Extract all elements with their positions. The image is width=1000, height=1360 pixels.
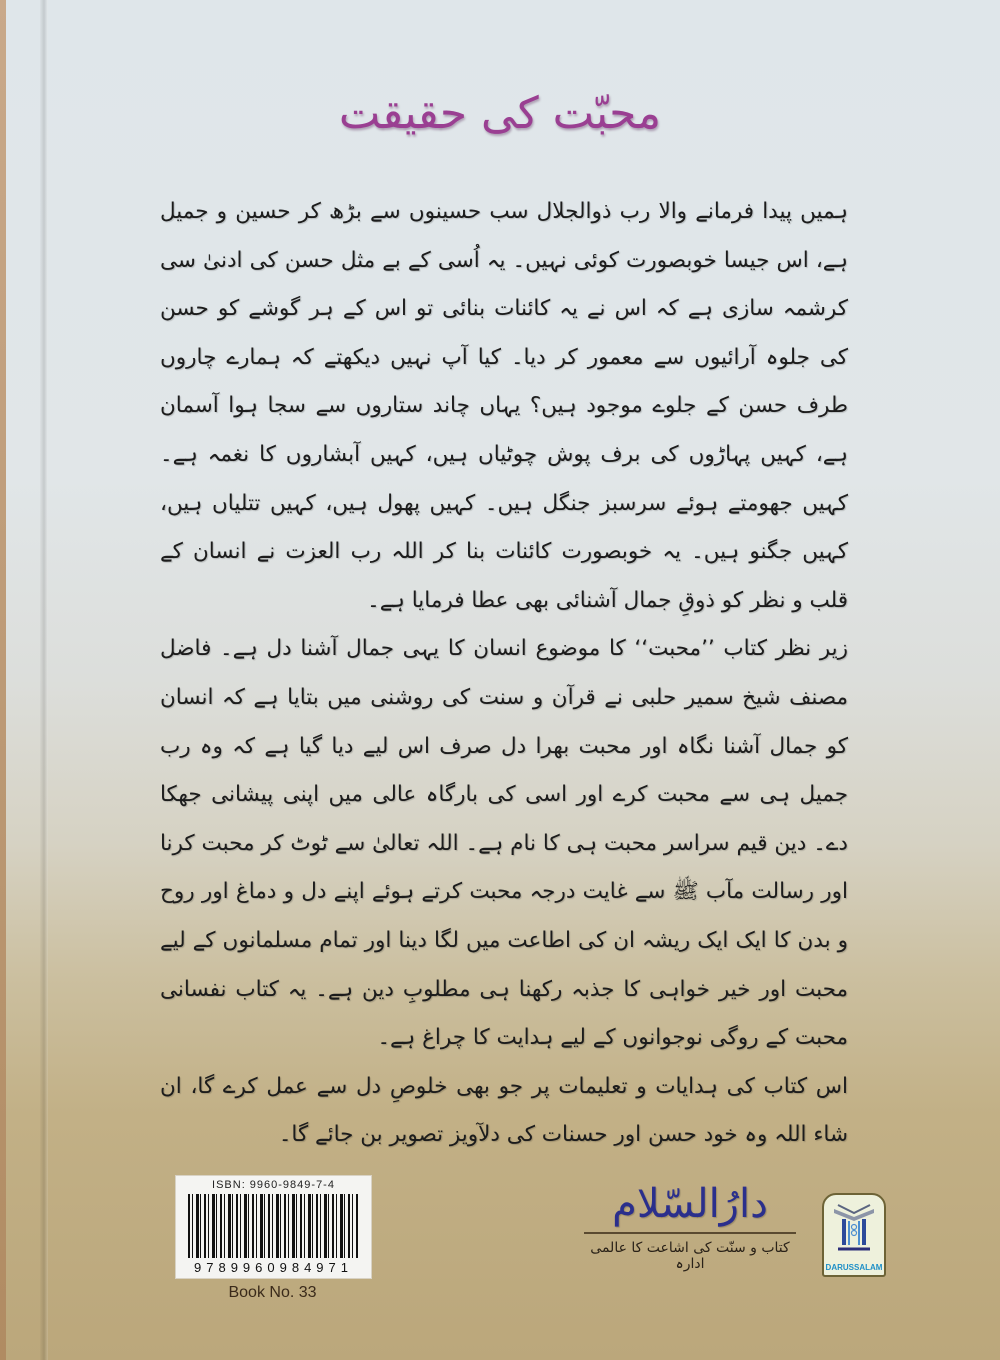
blurb-paragraph: زیر نظر کتاب ’’محبت‘‘ کا موضوع انسان کا یہی جمال آشنا دل ہے۔ فاضل مصنف شیخ سمیر حلبی نے قرآن و سنت کی روشنی میں بتایا ہے کہ انسان کو جمال آشنا نگاہ اور محبت بھرا دل صرف اس لیے دیا گیا ہے کہ وہ رب جمیل ہی سے محبت کرے اور اسی کی بارگاہ عالی میں اپنی پیشانی جھکا دے۔ دین قیم سراسر محبت ہی کا نام ہے۔ اللہ تعالیٰ سے ٹوٹ کر محبت کرنا اور رسالت مآب ﷺ سے غایت درجہ محبت کرتے ہوئے اپنے دل و دماغ اور روح و بدن کا ایک ایک ریشہ ان کی اطاعت میں لگا دینا اور تمام مسلمانوں کے لیے محبت اور خیر خواہی کا جذبہ رکھنا ہی مطلوبِ دین ہے۔ یہ کتاب نفسانی محبت کے روگی نوجوانوں کے لیے ہدایت کا چراغ ہے۔ <box>160 636 848 1051</box>
publisher-logo <box>822 1193 886 1277</box>
open-book-minaret-icon <box>830 1199 878 1255</box>
publisher-name: دارُالسّلام <box>612 1181 768 1227</box>
cover-edge <box>0 0 6 1360</box>
cover-hinge <box>40 0 48 1360</box>
blurb-paragraph: ہمیں پیدا فرمانے والا رب ذوالجلال سب حسینوں سے بڑھ کر حسین و جمیل ہے، اس جیسا خوبصورت کوئی نہیں۔ یہ اُسی کے بے مثل حسن کی ادنیٰ سی کرشمہ سازی ہے کہ اس نے یہ کائنات بنائی تو اس کے ہر گوشے کو حسن کی جلوہ آرائیوں سے معمور کر دیا۔ کیا آپ نہیں دیکھتے کہ ہمارے چاروں طرف حسن کے جلوے موجود ہیں؟ یہاں چاند ستاروں سے سجا ہوا آسمان ہے، کہیں پہاڑوں کی برف پوش چوٹیاں ہیں، کہیں آبشاروں کا نغمہ ہے۔ کہیں جھومتے ہوئے سرسبز جنگل ہیں۔ کہیں پھول ہیں، کہیں تتلیاں ہیں، کہیں جگنو ہیں۔ یہ خوبصورت کائنات بنا کر اللہ رب العزت نے انسان کے قلب و نظر کو ذوقِ جمال آشنائی بھی عطا فرمایا ہے۔ <box>160 199 848 613</box>
publisher-divider <box>584 1232 796 1234</box>
publisher-block <box>580 1178 800 1272</box>
barcode-label <box>175 1175 372 1279</box>
barcode-icon <box>188 1194 358 1258</box>
logo-wordmark: DARUSSALAM <box>825 1263 883 1272</box>
blurb-paragraph: اس کتاب کی ہدایات و تعلیمات پر جو بھی خلوصِ دل سے عمل کرے گا، ان شاء اللہ وہ خود حسن اور حسنات کی دلآویز تصویر بن جائے گا۔ <box>160 1073 848 1148</box>
book-number: Book No. 33 <box>228 1284 317 1301</box>
isbn-text: ISBN: 9960-9849-7-4 <box>212 1179 335 1191</box>
blurb-text <box>160 188 848 1160</box>
publisher-tagline: کتاب و سنّت کی اشاعت کا عالمی ادارہ <box>590 1240 790 1272</box>
ean-number: 9789960984971 <box>180 1260 367 1275</box>
book-title: محبّت کی حقیقت <box>338 88 662 139</box>
